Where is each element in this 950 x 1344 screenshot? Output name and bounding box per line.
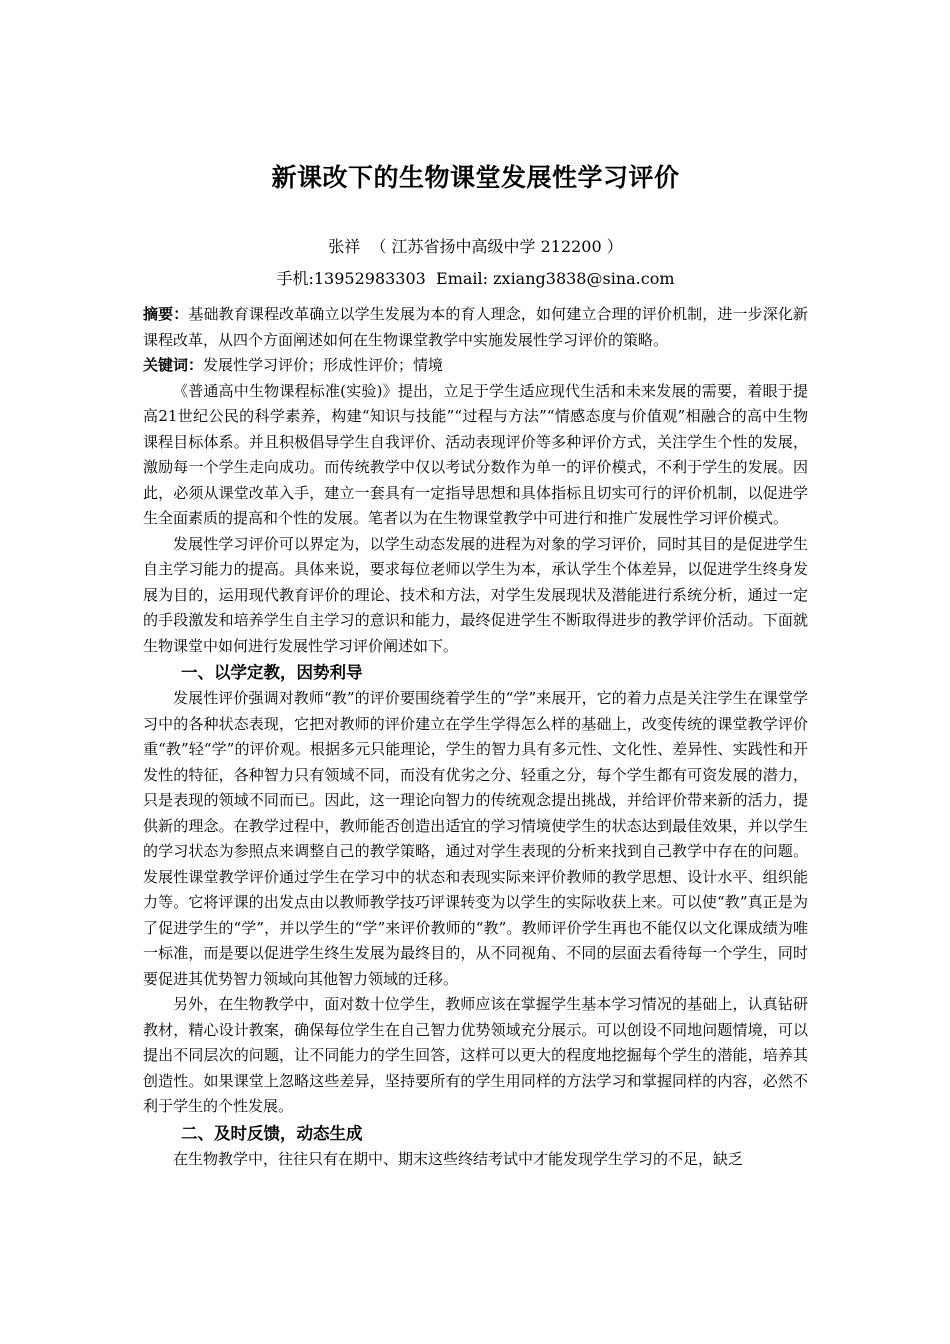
keywords-label: 关键词： bbox=[143, 356, 204, 374]
keywords bbox=[143, 353, 808, 379]
keywords-text: 发展性学习评价；形成性评价；情境 bbox=[203, 356, 444, 374]
section-2-paragraph-1: 在生物教学中，往往只有在期中、期末这些终结考试中才能发现学生学习的不足，缺乏 bbox=[173, 1149, 744, 1168]
abstract bbox=[143, 302, 808, 353]
abstract-text: 基础教育课程改革确立以学生发展为本的育人理念，如何建立合理的评价机制，进一步深化新课程改革，从四个方面阐述如何在生物课堂教学中实施发展性学习评价的策略。 bbox=[143, 305, 808, 349]
section-2-heading: 二、及时反馈，动态生成 bbox=[181, 1123, 363, 1143]
section-1-heading: 一、以学定教，因势利导 bbox=[181, 663, 363, 682]
abstract-label: 摘要： bbox=[143, 305, 189, 323]
contact-line: 手机:13952983303 Email: zxiang3838@sina.com bbox=[276, 269, 675, 288]
section-1-paragraph-1: 发展性评价强调对教师“教”的评价要围绕着学生的“学”来展开，它的着力点是关注学生在课堂学习中的各种状态表现，它把对教师的评价建立在学生学得怎么样的基础上，改变传统的课堂教学评价重“教”轻“学”的评价观。根据多元只能理论，学生的智力具有多元性、文化性、差异性、实践性和开发性的特征，各种智力只有领域不同，而没有优劣之分、轻重之分，每个学生都有可资发展的潜力，只是表现的领域不同而已。因此，这一理论向智力的传统观念提出挑战，并给评价带来新的活力，提供新的理念。在教学过程中，教师能否创造出适宜的学习情境使学生的状态达到最佳效果，并以学生的学习状态为参照点来调整自己的教学策略，通过对学生表现的分析来找到自己教学中存在的问题。发展性课堂教学评价通过学生在学习中的状态和表现实际来评价教师的教学思想、设计水平、组织能力等。它将评课的出发点由以教师教学技巧评课转变为以学生的实际收获上来。可以使“教”真正是为了促进学生的“学”，并以学生的“学”来评价教师的“教”。教师评价学生再也不能仅以文化课成绩为唯一标准，而是要以促进学生终生发展为最终目的，从不同视角、不同的层面去看待每一个学生，同时要促进其优势智力领域向其他智力领域的迁移。 bbox=[143, 689, 808, 988]
author-line: 张祥 （ 江苏省扬中高级中学 212200 ） bbox=[328, 237, 623, 256]
paper-title: 新课改下的生物课堂发展性学习评价 bbox=[271, 163, 680, 192]
section-1-paragraph-2: 另外，在生物教学中，面对数十位学生，教师应该在掌握学生基本学习情况的基础上，认真钻研教材，精心设计教案，确保每位学生在自己智力优势领域充分展示。可以创设不同地问题情境，可以提出不同层次的问题，让不同能力的学生回答，这样可以更大的程度地挖掘每个学生的潜能，培养其创造性。如果课堂上忽略这些差异，坚持要所有的学生用同样的方法学习和掌握同样的内容，必然不利于学生的个性发展。 bbox=[143, 995, 808, 1115]
intro-paragraph-1: 《普通高中生物课程标准(实验)》提出，立足于学生适应现代生活和未来发展的需要，着眼于提高21世纪公民的科学素养，构建“知识与技能”“过程与方法”“情感态度与价值观”相融合的高中生物课程目标体系。并且积极倡导学生自我评价、活动表现评价等多种评价方式，关注学生个性的发展，激励每一个学生走向成功。而传统教学中仅以考试分数作为单一的评价模式，不利于学生的发展。因此，必须从课堂改革入手，建立一套具有一定指导思想和具体指标且切实可行的评价机制，以促进学生全面素质的提高和个性的发展。笔者以为在生物课堂教学中可进行和推广发展性学习评价模式。 bbox=[143, 381, 808, 527]
intro-paragraph-2: 发展性学习评价可以界定为，以学生动态发展的进程为对象的学习评价，同时其目的是促进学生自主学习能力的提高。具体来说，要求每位老师以学生为本，承认学生个体差异，以促进学生终身发展为目的，运用现代教育评价的理论、技术和方法，对学生发展现状及潜能进行系统分析，通过一定的手段激发和培养学生自主学习的意识和能力，最终促进学生不断取得进步的教学评价活动。下面就生物课堂中如何进行发展性学习评价阐述如下。 bbox=[143, 534, 808, 655]
document-body bbox=[143, 158, 808, 1172]
